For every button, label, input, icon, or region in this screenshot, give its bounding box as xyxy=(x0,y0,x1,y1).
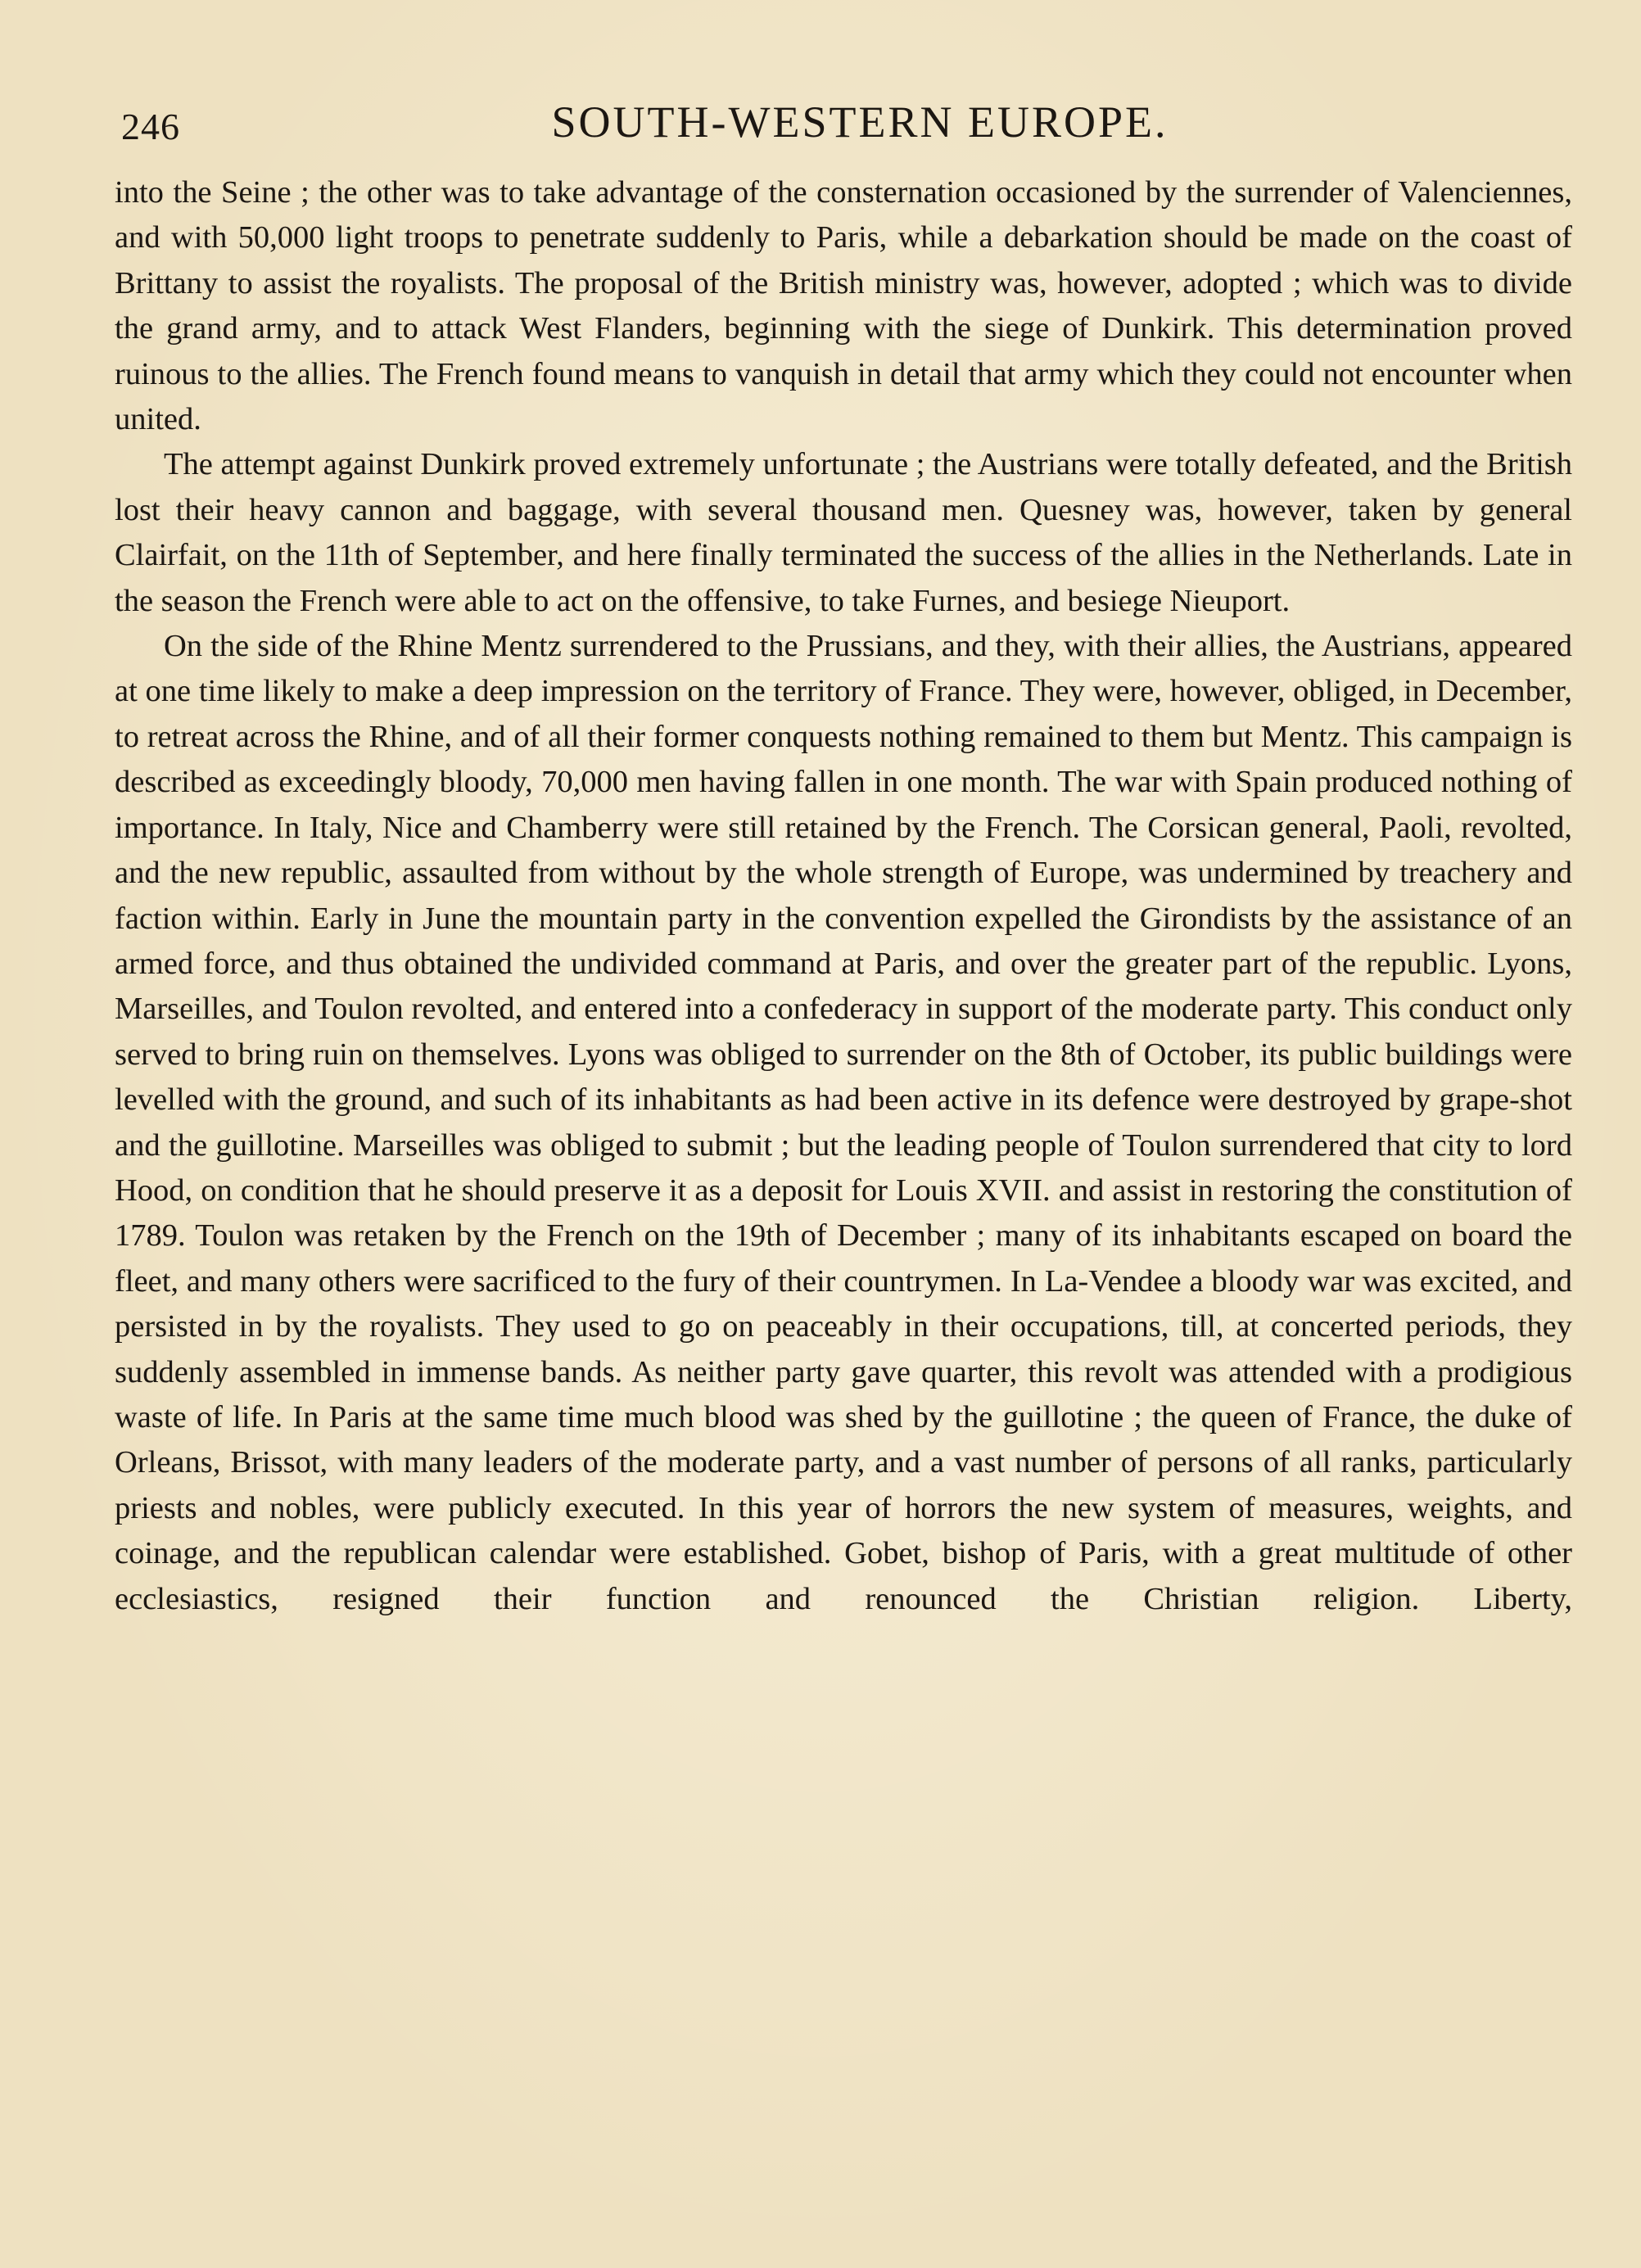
page-header xyxy=(115,97,1572,154)
body-text xyxy=(115,170,1572,1622)
running-head: SOUTH-WESTERN EUROPE. xyxy=(551,97,1169,147)
paragraph-dunkirk: The attempt against Dunkirk proved extremely unfortunate ; the Austrians were totally defeated, and the British lost their heavy cannon and baggage, with several thousand men. Quesney was, however, taken by general Clairfait, on the 11th of September, and here finally terminated the success of the allies in the Netherlands. Late in the season the French were able to act on the offensive, to take Furnes, and besiege Nieuport. xyxy=(115,447,1572,618)
paragraph-rhine: On the side of the Rhine Mentz surrendered to the Prussians, and they, with their allies, the Austrians, appeared at one time likely to make a deep impression on the territory of France. They were, however, obliged, in December, to retreat across the Rhine, and of all their former conquests nothing remained to them but Mentz. This campaign is described as exceedingly bloody, 70,000 men having fallen in one month. The war with Spain produced nothing of importance. In Italy, Nice and Chamberry were still retained by the French. The Corsican general, Paoli, revolted, and the new republic, assaulted from without by the whole strength of Europe, was undermined by treachery and faction within. Early in June the mountain party in the convention expelled the Girondists by the assistance of an armed force, and thus obtained the undivided command at Paris, and over the greater part of the republic. Lyons, Marseilles, and Toulon revolted, and entered into a confederacy in support of the moderate party. This conduct only served to bring ruin on themselves. Lyons was obliged to surrender on the 8th of October, its public buildings were levelled with the ground, and such of its inhabitants as had been active in its defence were destroyed by grape-shot and the guillotine. Marseilles was obliged to submit ; but the leading people of Toulon surrendered that city to lord Hood, on condition that he should preserve it as a deposit for Louis XVII. and assist in restoring the constitution of 1789. Toulon was retaken by the French on the 19th of December ; many of its inhabitants escaped on board the fleet, and many others were sacrificed to the fury of their countrymen. In La-Vendee a bloody war was excited, and persisted in by the royalists. They used to go on peaceably in their occupations, till, at concerted periods, they suddenly assembled in immense bands. As neither party gave quarter, this revolt was attended with a prodigious waste of life. In Paris at the same time much blood was shed by the guillotine ; the queen of France, the duke of Orleans, Brissot, with many leaders of the moderate party, and a vast number of persons of all ranks, particularly priests and nobles, were publicly executed. In this year of horrors the new system of measures, weights, and coinage, and the republican calendar were established. Gobet, bishop of Paris, with a great multitude of other ecclesiastics, resigned their function and renounced the Christian religion. Liberty, xyxy=(115,629,1572,1616)
paragraph-continued: into the Seine ; the other was to take advantage of the consternation occasioned by the surrender of Valenciennes, and with 50,000 light troops to penetrate suddenly to Paris, while a debarkation should be made on the coast of Brittany to assist the royalists. The proposal of the British ministry was, however, adopted ; which was to divide the grand army, and to attack West Flanders, beginning with the siege of Dunkirk. This determination proved ruinous to the allies. The French found means to vanquish in detail that army which they could not encounter when united. xyxy=(115,175,1572,437)
page-number: 246 xyxy=(121,106,180,147)
